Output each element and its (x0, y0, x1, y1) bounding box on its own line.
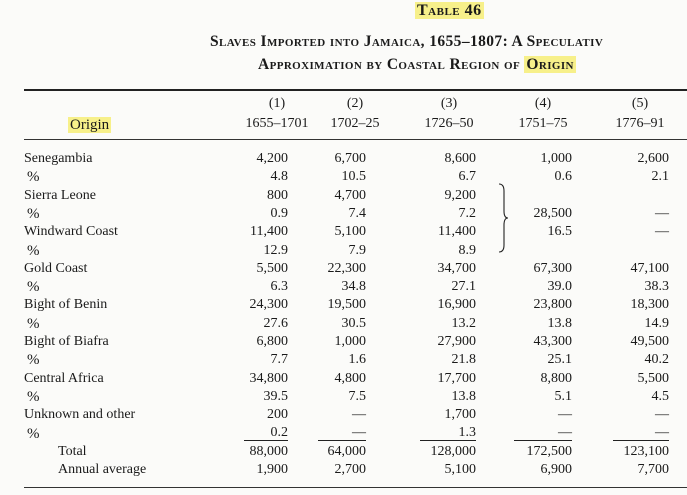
table-cell: 88,000 (249, 443, 288, 459)
row-label: Unknown and other (24, 407, 136, 423)
table-cell: 5,500 (637, 370, 669, 386)
table-cell: 1,000 (334, 334, 366, 349)
row-label: Total (58, 443, 87, 459)
table-cell: 4,200 (256, 151, 288, 166)
table-cell: 30.5 (341, 315, 366, 331)
table-row (0, 370, 687, 388)
table-cell: 11,400 (250, 224, 288, 240)
table-cell: — (352, 407, 366, 423)
table-cell: 1,000 (540, 151, 572, 166)
table-cell: 27,900 (437, 334, 476, 349)
table-title-line-1: Slaves Imported into Jamaica, 1655–1807: A Speculativ (210, 33, 604, 50)
table-cell: — (613, 425, 669, 441)
table-cell: 39.0 (547, 279, 572, 295)
table-cell: 14.9 (644, 315, 669, 331)
origin-column-header (68, 117, 111, 134)
table-row (0, 187, 687, 205)
table-cell: 38.3 (644, 279, 669, 295)
table-cell: — (318, 425, 366, 441)
table-cell: 27.6 (263, 315, 288, 331)
percent-label: % (27, 388, 40, 405)
table-cell: 6,800 (256, 334, 288, 349)
table-cell: 34.8 (341, 279, 366, 295)
row-label: Bight of Biafra (24, 334, 109, 349)
table-number (415, 2, 484, 20)
column-number: (1) (268, 96, 286, 111)
table-cell: 7.2 (458, 205, 476, 221)
column-number: (4) (534, 96, 552, 111)
column-years: 1702–25 (330, 116, 380, 131)
row-label: Senegambia (24, 151, 93, 166)
table-cell: 7.9 (348, 242, 366, 258)
row-label: Bight of Benin (24, 297, 108, 313)
table-cell: 7.4 (348, 205, 366, 221)
table-cell: 16.5 (547, 224, 572, 240)
table-row (0, 278, 687, 296)
table-cell: 5.1 (554, 388, 572, 404)
row-label: Gold Coast (24, 260, 88, 276)
table-cell: 4.5 (651, 388, 669, 404)
table-cell: 1.3 (420, 425, 476, 441)
table-cell: 123,100 (623, 443, 669, 459)
table-cell: 34,700 (437, 260, 476, 276)
column-number: (2) (346, 96, 364, 111)
table-cell: 8.9 (458, 242, 476, 258)
table-row (0, 388, 687, 406)
table-cell: 11,400 (438, 224, 476, 240)
percent-label: % (27, 315, 40, 332)
table-cell: 2.1 (651, 169, 669, 185)
table-cell: 40.2 (644, 352, 669, 368)
table-cell: — (655, 205, 669, 221)
table-row (0, 242, 687, 260)
table-cell: 19,500 (327, 297, 366, 313)
percent-label: % (27, 425, 40, 442)
table-title-line-2 (258, 56, 576, 74)
table-cell: 47,100 (630, 260, 669, 276)
table-cell: 7.5 (348, 388, 366, 404)
table-cell: 172,500 (526, 443, 572, 459)
table-cell: 5,100 (334, 224, 366, 240)
percent-label: % (27, 279, 40, 296)
row-label: Windward Coast (24, 224, 118, 240)
table-row (0, 443, 687, 461)
table-row (0, 406, 687, 424)
row-label: Annual average (58, 462, 147, 478)
column-years: 1776–91 (615, 116, 665, 131)
table-cell: 5,500 (256, 260, 288, 276)
table-cell: 0.9 (270, 205, 288, 221)
table-cell: 13.8 (451, 388, 476, 404)
table-number-text: Table 46 (417, 2, 482, 19)
percent-label: % (27, 205, 40, 222)
table-cell: 67,300 (533, 260, 572, 276)
title-line-2-prefix: Approximation by Coastal Region of (258, 56, 525, 73)
row-label: Central Africa (24, 370, 104, 386)
origin-header-text: Origin (70, 117, 110, 133)
table-row (0, 315, 687, 333)
table-cell: 18,300 (630, 297, 669, 313)
table-cell: 6,700 (334, 151, 366, 166)
table-row (0, 150, 687, 168)
table-cell: 10.5 (341, 169, 366, 185)
table-cell: 25.1 (547, 352, 572, 368)
table-cell: 7.7 (270, 352, 288, 368)
column-years: 1655–1701 (245, 116, 309, 131)
table-row (0, 333, 687, 351)
bottom-rule (24, 487, 687, 488)
table-cell: 0.6 (554, 169, 572, 185)
table-row (0, 296, 687, 314)
table-cell: 1,700 (444, 407, 476, 423)
percent-label: % (27, 242, 40, 259)
table-cell: 28,500 (533, 205, 572, 221)
table-cell: 2,700 (334, 462, 366, 478)
table-cell: 1,900 (256, 462, 288, 478)
column-number: (5) (631, 96, 649, 111)
top-rule (24, 89, 687, 91)
brace-icon (497, 183, 509, 253)
table-cell: — (514, 425, 572, 441)
table-cell: 39.5 (263, 388, 288, 404)
table-cell: — (558, 407, 572, 423)
header-rule (24, 139, 687, 140)
table-cell: 8,800 (540, 370, 572, 386)
row-label: Sierra Leone (24, 187, 96, 203)
table-cell: 64,000 (327, 443, 366, 459)
table-cell: 24,300 (249, 297, 288, 313)
table-row (0, 461, 687, 479)
table-cell: 200 (267, 407, 288, 423)
table-cell: 1.6 (348, 352, 366, 368)
table-cell: 6,900 (540, 462, 572, 478)
table-cell: 49,500 (630, 334, 669, 349)
table-cell: 27.1 (451, 279, 476, 295)
table-cell: 128,000 (430, 443, 476, 459)
table-cell: 5,100 (444, 462, 476, 478)
table-row (0, 205, 687, 223)
percent-label: % (27, 352, 40, 369)
table-row (0, 425, 687, 443)
table-row (0, 168, 687, 186)
table-cell: 22,300 (327, 260, 366, 276)
column-years: 1751–75 (518, 116, 568, 131)
table-row (0, 351, 687, 369)
table-cell: 0.2 (244, 425, 288, 441)
table-cell: 34,800 (249, 370, 288, 386)
title-origin-highlight: Origin (526, 56, 574, 73)
table-cell: 8,600 (444, 151, 476, 166)
table-row (0, 223, 687, 241)
table-cell: — (655, 407, 669, 423)
percent-label: % (27, 169, 40, 186)
table-cell: 16,900 (437, 297, 476, 313)
table-row (0, 260, 687, 278)
table-cell: 17,700 (437, 370, 476, 386)
table-cell: 6.7 (458, 169, 476, 185)
table-cell: 4.8 (270, 169, 288, 185)
column-years: 1726–50 (424, 116, 474, 131)
table-cell: 13.8 (547, 315, 572, 331)
table-cell: — (655, 224, 669, 240)
table-cell: 13.2 (451, 315, 476, 331)
table-cell: 9,200 (444, 187, 476, 203)
table-cell: 7,700 (637, 462, 669, 478)
table-cell: 43,300 (533, 334, 572, 349)
column-number: (3) (440, 96, 458, 111)
table-cell: 6.3 (270, 279, 288, 295)
table-cell: 4,700 (334, 187, 366, 203)
table-cell: 4,800 (334, 370, 366, 386)
table-cell: 23,800 (533, 297, 572, 313)
table-cell: 2,600 (637, 151, 669, 166)
table-cell: 800 (267, 187, 288, 203)
table-cell: 12.9 (263, 242, 288, 258)
table-cell: 21.8 (451, 352, 476, 368)
